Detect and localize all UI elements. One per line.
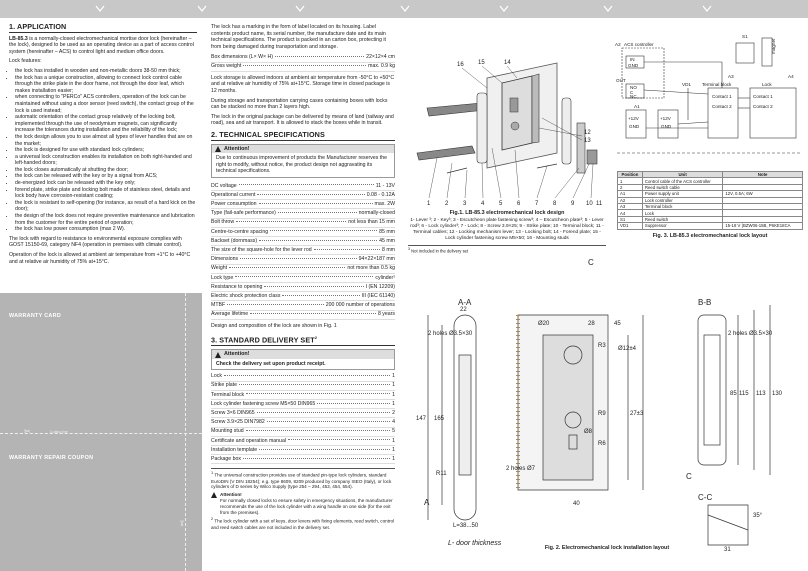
dim-label: 28 [588,321,595,327]
warning-icon [215,146,221,152]
fig1-callout: 1 [427,201,431,207]
in-label: IN [630,57,635,62]
fig1-caption-block [408,210,606,253]
storage-text: Lock storage is allowed indoors at ambient air temperature from -50°C to +50°C and at relative air humidity of 75% at+15°C. Storage time in closed package is 12 months. [211,74,395,94]
application-title: 1. APPLICATION [9,24,197,33]
table-row: A2 Lock controller [618,197,803,203]
section-marker: C [588,258,594,267]
fig1-callout: 4 [481,201,485,207]
dim-label: 45 [614,321,621,327]
dim-label: 27±3 [630,411,644,417]
tab-arrow-icon [93,0,107,18]
feature-item: • automatic orientation of the contact group relatively of the locking bolt, implemented through the use of neodymium magnets, can significantly increase the tolerances during installation and the reliability of the lock; [15,114,197,134]
gnd2-label: GND [629,124,640,129]
feature-item: • when connecting to "PERCo" ACS controllers, operation of the lock can be maintained without using a door sensor (reed switch), the contact group of the lock is used instead; [15,94,197,114]
tab-arrow-icon [497,0,511,18]
fig1-callout: 10 [586,201,593,207]
table-header-cell: Note [723,172,803,178]
spec-row: Strike plate 1 [211,382,395,391]
fig1-callout: 2 [445,201,449,207]
contact2-label: Contact 2 [712,104,732,109]
scissors-icon: ✂ [176,520,186,527]
standards-text: The lock with regard to resistance to environmental exposure complies with GOST 15150-69, category NF4 (operation in premises with climate control). [9,235,183,249]
fig3-wiring-diagram [612,28,804,168]
feature-item: • the lock has installed in wooden and non-metallic doors 38-50 mm thick; [15,68,197,75]
spec-row: The size of the square-hole for the lever rod 8 mm [211,246,395,255]
table-row: A4 Lock [618,210,803,216]
fig1-callout: 16 [457,62,464,68]
dim-label: 115 [739,391,749,397]
section-marker: C [686,472,692,481]
spec-row: Backset (dornmass) 45 mm [211,237,395,246]
stacking-text: During storage and transportation carrying cases containing boxes with locks can be stacked no more than 2 layers high. [211,97,388,111]
spec-row: Mounting stud 5 [211,428,395,437]
dim-label: L=38...50 [453,523,479,529]
delivery-attention-2: Attention! For normally closed locks to ensure safety in emergency situations, the manufacturer recommends the use of the lock cylinder with a wing handle on one side (for the exit from the premises). [211,492,395,515]
warning-icon [215,352,221,358]
tab-arrow-icon [398,0,412,18]
tech-footer: Design and composition of the lock are shown in Fig. 1 [211,322,337,329]
dim-label: 165 [434,416,445,422]
spec-row: Lock 1 [211,372,395,381]
out-label: OUT [616,78,626,83]
dim-label: 113 [756,391,766,397]
magnet-label: magnet [771,38,776,54]
footnote-1: $^1$ The universal construction provides use of standard pin-type lock cylinders, standard EuroDIN (V DIN 18254); e.g. type 8609, 8209 produced by company ISEO (Italy), or lock cylinders of D series by Wilco Supply (type 254 – 294, 453, 454, 554). [211,468,395,490]
a3-label: A3 [728,74,734,79]
contact1-label: Contact 1 [753,94,773,99]
spec-row: Screw 3×6 DIN965 2 [211,409,395,418]
fig1-callout: 13 [584,138,591,144]
table-header-cell: Unit [642,172,722,178]
dim-label: 147 [416,416,427,422]
fig3-table-block [617,171,803,239]
spec-row: Lock type cylinder¹ [211,274,395,283]
door-thickness-label: L- door thickness [448,540,502,547]
transport-text: The lock in the original package can be delivered by means of land (railway and road), sea and air transport. It is allowed to stack the boxes while in transit. [211,113,394,127]
spec-row: Screw 3.9×25 DIN7982 4 [211,418,395,427]
fig1-footnote: $^3$ Not included in the delivery set [408,245,606,253]
feature-item: • the lock is resistant to self-opening (for instance, as result of a hard kick on the door); [15,200,197,213]
spec-row: Installation template 1 [211,446,395,455]
fig1-caption: Fig.1. LB-85.3 electromechanical lock design [449,210,565,216]
dim-label: 31 [724,547,731,553]
dim-label: Ø12±4 [618,346,636,352]
dim-label: 2 holes Ø7 [506,466,536,472]
contact1-label: Contact 1 [712,94,732,99]
fig1-callout: 8 [553,201,557,207]
delivery-table [211,372,395,464]
delivery-title: 3. STANDARD DELIVERY SET$^2$ [211,335,395,346]
dim-label: R3 [598,343,606,349]
table-row: 2 Reed switch cable [618,184,803,190]
v12-label: +12V [628,116,639,121]
vertical-cutting-line [185,293,186,571]
vd1-label: VD1 [682,82,691,87]
section-cc-label: C-C [698,493,713,502]
tab-arrow-icon [195,0,209,18]
scissors-icon: ✂ [24,427,31,436]
application-section [9,24,197,268]
dim-label: 85 [730,391,737,397]
spec-row: Electric shock protection class III (IEC 61140) [211,292,395,301]
application-intro: LB-85.3 is a normally-closed electromechanical mortise door lock (hereinafter – the lock), designed to be used as an operating device as a part of access control system (hereinafter – ACS) to control light and medium office doors. [9,35,194,55]
coupon-panel [0,293,202,571]
feature-item: • de-energized lock can be released with the key only; [15,180,197,187]
gnd2-label: GND [661,124,672,129]
section-aa-label: A-A [458,298,472,307]
fig1-illustration [407,58,607,208]
dim-label: 40 [573,501,580,507]
feature-item: • the lock has low power consumption (max 2 W). [15,226,197,233]
feature-item: • the lock closes automatically at shutting the door; [15,167,197,174]
feature-item: • the lock can be released with the key or by a signal from ACS; [15,173,197,180]
lock-label: Lock [762,82,772,87]
spec-row: Package box 1 [211,455,395,464]
dim-label: R9 [598,411,606,417]
tab-arrow-icon [700,0,714,18]
dim-label: R11 [436,471,447,477]
gnd-label: GND [628,63,639,68]
spec-row: Bolt throw not less than 15 mm [211,219,395,228]
spec-row: Average lifetime 8 years [211,311,395,320]
no-label: NO [630,85,637,90]
tech-attention-box: Attention! Due to continuous improvement of products the Manufacturer reserves the right to modify, without notice, the product design not aggravating its technical specifications. [211,144,395,178]
a4-label: A4 [788,74,794,79]
spec-row: Certificate and operation manual 1 [211,437,395,446]
section-marker: A [424,498,430,507]
cutting-line-label: Cutting line [50,430,68,434]
spec-row: MTBF 200 000 number of operations [211,301,395,310]
fig1-callout: 7 [535,201,539,207]
box-dims-row: Box dimensions (L× W× H) 22×12×4 cm [211,53,395,62]
s1-label: S1 [742,34,748,39]
table-header-cell: Position [618,172,643,178]
spec-row: Terminal block 1 [211,391,395,400]
spec-row: DC voltage 11 - 13V [211,182,395,191]
dim-label: 35° [753,513,763,519]
warning-icon [211,492,217,498]
fig1-callout: 3 [463,201,467,207]
fig1-callout: 12 [584,130,591,136]
c-label: C [630,90,634,95]
dim-label: 2 holes Ø3.5×30 [728,331,773,337]
fig2-installation-drawing [408,255,806,555]
terminal-block-label: Terminal block [702,82,732,87]
feature-item: • the lock has a unique construction, allowing to connect lock control cable through the strike plate in the door frame, not through the door leaf, which makes installation easier; [15,75,197,95]
fig3-position-table [617,171,803,230]
fig1-callout: 6 [517,201,521,207]
table-row: A1 Power supply unit 12V, 0.5A; 6W [618,191,803,197]
a2-label: A2 [615,42,621,47]
spec-row: Power consumption max. 2W [211,200,395,209]
feature-item: • a universal lock construction enables its installation on both right-handed and left-handed doors; [15,154,197,167]
footnote-2: $^2$ The lock cylinder with a set of keys, door levers with fixing elements, reed switch, control and reed switch cables are not included in the delivery set. [211,517,395,530]
specs-column [211,24,395,531]
warranty-repair-label: WARRANTY REPAIR COUPON [9,455,94,461]
dim-label: 2 holes Ø3.5×30 [428,331,473,337]
spec-table [211,182,395,320]
spec-row: Dimensions 94×22×187 mm [211,255,395,264]
section-bb-label: B-B [698,298,712,307]
fig1-callout: 5 [499,201,503,207]
fig2-caption: Fig. 2. Electromechanical lock installation layout [544,545,670,551]
fig1-callout: 11 [596,201,603,207]
contact2-label: Contact 2 [753,104,773,109]
tab-arrow-icon [293,0,307,18]
dim-label: 22 [460,307,467,313]
spec-row: Weight not more than 0.5 kg [211,265,395,274]
dim-label: 130 [772,391,783,397]
fig1-legend: 1- Lever ³; 2 - Key³; 3 - Escutcheon plate fastening screw³; 4 – Escutcheon plate³; 5 - Lever rod³; 6 - Lock cylinder³; 7 - Lock; 8 - Screw 3.9×25; 9 - Strike plate; 10 - Terminal block; 11 - Terminal cables; 12 - Locking mechanism lever; 13 - Locking bolt; 14 - Forend plate; 15 - Lock cylinder fastening screw M5×50; 16 - Mounting studs [410,218,604,241]
table-row: S1 Reed switch [618,216,803,222]
tech-title: 2. TECHNICAL SPECIFICATIONS [211,132,395,141]
feature-item: • the lock is designed for use with standard lock cylinders; [15,147,197,154]
fig1-callout: 14 [504,60,511,66]
operation-text: Operation of the lock is allowed at ambient air temperature from +1°C to +40°C and at relative air humidity of 75% at+15°C. [9,252,191,265]
top-tab-bar [0,0,808,18]
dim-label: Ø8 [584,429,593,435]
spec-row: Type (fail-safe performance) normally-closed [211,209,395,218]
spec-row: Operational current 0.08 - 0.12A [211,191,395,200]
table-row: A3 Terminal block [618,203,803,209]
a1-label: A1 [634,104,640,109]
v12-label: +12V [660,116,671,121]
acs-controller-label: ACS controller [624,42,654,47]
spec-row: Lock cylinder fastening screw M5×50 DIN965 1 [211,400,395,409]
fig1-callout: 15 [478,60,485,66]
marking-text: The lock has a marking in the form of label located on its housing. Label contents product name, its serial number, the manufacture date and its main technical specifications. The product is packed in an carton box, protecting it from being damaged during transportation and storage. [211,24,386,50]
table-row: 1 Control cable of the ACS controller [618,178,803,184]
fig1-callout: 9 [571,201,575,207]
features-list [9,68,197,233]
dim-label: R6 [598,441,606,447]
delivery-attention-box: Attention! Check the delivery set upon product receipt. [211,349,395,370]
gross-weight-row: Gross weight max. 0.9 kg [211,63,395,72]
spec-row: Centre-to-centre spacing 85 mm [211,228,395,237]
features-title: Lock features: [9,58,42,65]
nc-label: NC [630,94,637,99]
dim-label: Ø20 [538,321,550,327]
table-row: VD1 Suppressor 15-18 V (BZW06-15B, P6KE18CA [618,223,803,229]
tab-arrow-icon [601,0,615,18]
warranty-card-label: WARRANTY CARD [9,313,62,319]
feature-item: • the design of the lock does not require preventive maintenance and lubrication from the customer for the entire period of operation; [15,213,197,226]
spec-row: Resistance to opening I (EN 12209) [211,283,395,292]
feature-item: • forend plate, strike plate and locking bolt made of stainless steel, details and lock body have corrosion-resistant coating; [15,187,197,200]
fig3-caption: Fig. 3. LB-85.3 electromechanical lock layout [652,232,768,239]
feature-item: • the lock design allows you to use almost all types of lever handles that are on the market; [15,134,197,147]
